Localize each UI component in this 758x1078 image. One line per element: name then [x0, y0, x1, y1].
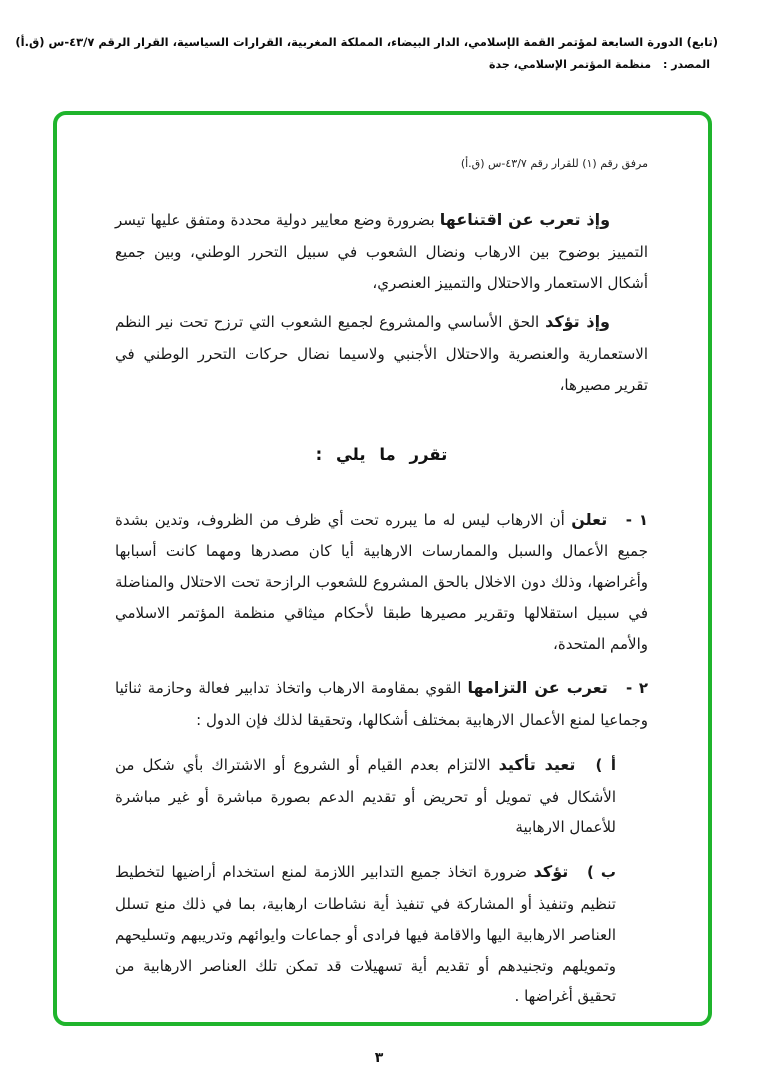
item-marker: ٢ - — [625, 679, 648, 698]
preamble-paragraph — [115, 306, 648, 400]
paragraph-text: الحق الأساسي والمشروع لجميع الشعوب التي ترزح تحت نير النظم الاستعمارية والعنصرية والاحتلال الأجنبي ولاسيما نضال حركات التحرر الوطني في تقرير مصيرها، — [115, 313, 648, 394]
sub-item-text: ضرورة اتخاذ جميع التدابير اللازمة لمنع استخدام أراضيها لتخطيط تنظيم وتنفيذ أو المشاركة في تنفيذ أية نشاطات ارهابية، بما في ذلك منع تسلل العناصر الارهابية اليها والاقامة فيها فرادى أو جماعات وايوائهم وتدريبهم وتسليحهم وتمويلهم وتجنيدهم أو تقديم أية تسهيلات قد تمكن تلك العناصر الارهابية من تحقيق أغراضها . — [115, 863, 616, 1006]
item-lead: تعرب عن التزامها — [467, 678, 608, 698]
document-header — [15, 34, 718, 72]
annotation-frame — [53, 111, 712, 1026]
item-text: القوي بمقاومة الارهاب واتخاذ تدابير فعالة وحازمة ثنائيا وجماعيا لمنع الأعمال الارهابية بمختلف أشكالها، وتحقيقا لذلك فإن الدول : — [115, 679, 648, 730]
sub-item-lead: تؤكد — [533, 862, 569, 882]
annex-reference: مرفق رقم (١) للقرار رقم ٤٣/٧-س (ق.أ) — [460, 157, 648, 170]
list-item-2 — [115, 672, 648, 736]
page-number: ٣ — [374, 1050, 384, 1066]
item-lead: تعلن — [571, 509, 608, 529]
sub-item-b — [115, 856, 616, 1012]
sub-item-marker: أ ) — [595, 755, 616, 774]
header-source — [40, 58, 718, 71]
scan-content — [57, 115, 708, 1012]
paragraph-lead: وإذ تعرب عن اقتناعها — [439, 210, 611, 229]
decision-heading: تقرر ما يلي : — [315, 444, 448, 464]
sub-item-marker: ب ) — [586, 863, 616, 882]
source-label: المصدر : — [662, 58, 710, 72]
sub-item-lead: تعيد تأكيد — [498, 754, 576, 774]
paragraph-text: بضرورة وضع معايير دولية محددة ومتفق عليها تيسر التمييز بوضوح بين الارهاب ونضال الشعوب في سبيل التحرر الوطني، وبين جميع أشكال الاستعمار والاحتلال والتمييز العنصري، — [115, 211, 648, 292]
item-text: أن الارهاب ليس له ما يبرره تحت أي ظرف من الظروف، وتدين بشدة جميع الأعمال والسبل والممارسات الارهابية أيا كان مصدرها ومهما كانت أسبابها وأغراضها، وذلك دون الاخلال بالحق المشروع للشعوب الرازحة تحت الاحتلال والمناضلة في سبيل استقلالها وتقرير مصيرها طبقا لأحكام ميثاقي منظمة المؤتمر الاسلامي والأمم المتحدة، — [115, 510, 648, 653]
paragraph-lead: وإذ تؤكد — [545, 312, 611, 332]
list-item-1 — [115, 504, 648, 660]
header-title: (تابع) الدورة السابعة لمؤتمر القمة الإسلامي، الدار البيضاء، المملكة المغربية، القرارات السياسية، القرار الرقم ٤٣/٧-س (ق.أ) — [15, 35, 718, 49]
sub-item-text: الالتزام بعدم القيام أو الشروع أو الاشتراك بأي شكل من الأشكال في تمويل أو تحريض أو تقديم الدعم بصورة مباشرة أو غير مباشرة للأعمال الارهابية — [115, 755, 616, 837]
item-marker: ١ - — [625, 510, 648, 529]
sub-item-a — [115, 749, 616, 843]
preamble-paragraph — [115, 204, 648, 298]
source-value: منظمة المؤتمر الإسلامي، جدة — [489, 58, 652, 72]
